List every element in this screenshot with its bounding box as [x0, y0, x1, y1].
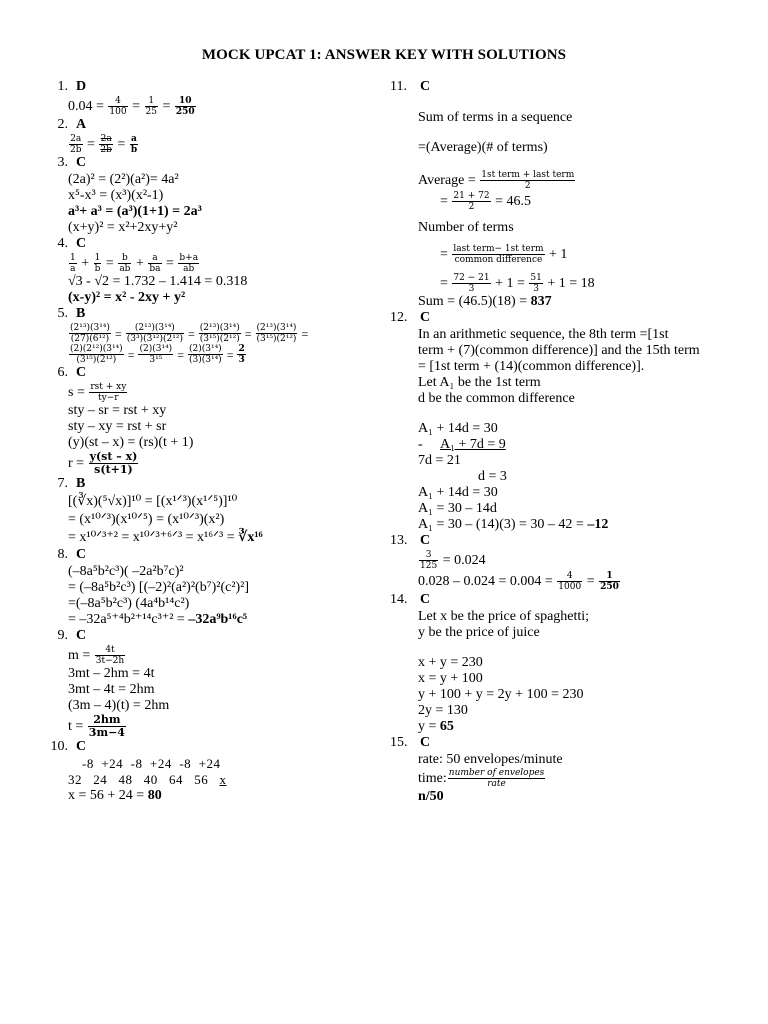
text: 0.04 =	[68, 98, 108, 114]
denominator: (3¹⁵)(2¹²)	[256, 334, 297, 344]
denominator: 250	[175, 107, 195, 117]
denominator: 2	[524, 181, 531, 191]
answer-letter: C	[76, 236, 87, 251]
solution-line: x + y = 230	[418, 655, 483, 670]
numerator: last term− 1st term	[453, 244, 544, 254]
numerator: 1	[599, 571, 620, 582]
solution-line: (x+y)² = x²+2xy+y²	[68, 220, 178, 235]
text: x	[219, 772, 227, 787]
page-title: MOCK UPCAT 1: ANSWER KEY WITH SOLUTIONS	[201, 47, 567, 63]
numerator: 4	[557, 571, 582, 582]
question-number: 7.	[57, 476, 68, 491]
fraction	[130, 134, 138, 155]
solution-line	[390, 550, 740, 571]
solution-line: A₁ = 30 – 14d	[418, 501, 497, 516]
denominator: 1000	[558, 582, 582, 592]
denominator: 2b	[70, 145, 82, 155]
solution-line	[40, 529, 380, 547]
solution-line	[390, 170, 740, 191]
solution-line	[390, 273, 740, 294]
numerator: 1	[94, 253, 101, 263]
solution-line	[40, 382, 380, 403]
text: + 1	[545, 246, 568, 262]
fraction	[448, 768, 546, 789]
numerator: 1	[145, 96, 158, 107]
solution-line: =(Average)(# of terms)	[418, 140, 548, 155]
denominator: ab	[183, 264, 195, 274]
text: y =	[418, 719, 440, 734]
text: m =	[68, 647, 94, 663]
question-number: 12.	[390, 310, 408, 325]
text: –32a⁹b¹⁶c⁵	[188, 612, 248, 627]
question-13	[390, 533, 740, 592]
solution-line: (–8a⁵b²c³)( –2a²b⁷c)²	[68, 564, 184, 579]
text: Sum = (46.5)(18) =	[418, 294, 531, 309]
solution-line: x = y + 100	[418, 671, 483, 686]
numerator: (2¹³)(3¹⁴)	[126, 323, 184, 334]
question-number: 6.	[57, 365, 68, 380]
text: =	[174, 347, 187, 362]
solution-line: In an arithmetic sequence, the 8th term =[1st	[418, 327, 669, 342]
question-5	[40, 306, 380, 365]
solution-line	[40, 788, 380, 804]
fraction	[88, 714, 126, 739]
text: time:	[418, 770, 447, 786]
numerator: 3	[419, 550, 438, 561]
question-number: 9.	[57, 628, 68, 643]
question-1	[40, 79, 380, 117]
solution-line: 2y = 130	[418, 703, 468, 718]
text: 0.028 – 0.024 = 0.004 =	[418, 573, 557, 589]
numerator: 21 + 72	[453, 191, 490, 201]
numerator: (2)(3¹⁴)	[139, 344, 173, 354]
question-number: 15.	[390, 735, 408, 750]
solution-line: = (x¹⁰ᐟ³)(x¹⁰ᐟ⁵) = (x¹⁰ᐟ³)(x²)	[68, 512, 225, 527]
numerator: 2a	[100, 134, 112, 144]
solution-line: sty – sr = rst + xy	[68, 403, 167, 418]
solution-line: = (–8a⁵b²c³) [(–2)²(a²)²(b⁷)²(c²)²]	[68, 580, 250, 595]
question-2	[40, 117, 380, 155]
question-11	[390, 79, 740, 310]
numerator: number of envelopes	[448, 768, 545, 778]
solution-line: d = 3	[478, 469, 507, 484]
text: =	[83, 136, 99, 152]
text: 80	[147, 788, 162, 803]
denominator: (27)(6¹²)	[70, 334, 110, 344]
denominator: 3t−2h	[95, 656, 125, 666]
question-number: 10.	[50, 739, 68, 754]
answer-letter: C	[76, 365, 87, 380]
text: =	[124, 347, 138, 362]
answer-letter: D	[76, 79, 87, 94]
solution-line: (2a)² = (2²)(a²)= 4a²	[68, 172, 179, 187]
denominator: 3¹⁵	[149, 355, 163, 365]
text: x = 56 + 24 =	[68, 788, 148, 803]
fraction	[69, 253, 77, 274]
solution-line: A₁ + 14d = 30	[418, 485, 498, 500]
question-number: 2.	[57, 117, 68, 132]
denominator: b	[130, 145, 138, 155]
numerator: 2hm	[88, 714, 126, 727]
text: =	[158, 98, 174, 114]
denominator: b	[94, 264, 101, 274]
text: + 1 =	[491, 275, 529, 291]
text: 837	[530, 294, 552, 309]
text: =	[298, 326, 312, 341]
solution-line: [(∛x)(⁵√x)]¹⁰ = [(x¹ᐟ³)(x¹ᐟ⁵)]¹⁰	[68, 494, 238, 509]
solution-line	[390, 719, 740, 735]
solution-line	[390, 768, 740, 789]
fraction	[452, 244, 544, 265]
fraction	[480, 170, 575, 191]
solution-line	[40, 134, 380, 155]
solution-line	[40, 96, 380, 117]
sequence-differences: -8 +24 -8 +24 -8 +24	[82, 756, 221, 771]
text: –12	[587, 517, 609, 532]
fraction	[256, 323, 298, 344]
denominator: 2b	[100, 145, 112, 155]
solution-line	[40, 323, 380, 344]
denominator: 100	[109, 107, 127, 117]
text: =	[111, 326, 125, 341]
numerator: (2)(3¹⁴)	[188, 344, 222, 354]
solution-line	[390, 244, 740, 265]
solution-line: Let x be the price of spaghetti;	[418, 609, 590, 624]
solution-line: (x-y)² = x² - 2xy + y²	[68, 290, 186, 305]
numerator: rst + xy	[90, 382, 127, 392]
question-7	[40, 476, 380, 547]
question-number: 5.	[57, 306, 68, 321]
question-number: 4.	[57, 236, 68, 251]
answer-letter: C	[76, 739, 87, 754]
denominator: ty−r	[98, 393, 119, 403]
question-10	[40, 739, 380, 804]
denominator: (3)(3¹⁴)	[188, 355, 222, 365]
fraction	[118, 253, 131, 274]
solution-line: (y)(st – x) = (rs)(t + 1)	[68, 435, 194, 450]
fraction	[69, 323, 111, 344]
fraction	[452, 273, 490, 294]
solution-line: = [1st term + (14)(common difference)].	[418, 359, 645, 374]
solution-line: 3mt – 4t = 2hm	[68, 682, 155, 697]
solution-line	[40, 451, 380, 476]
text: = –32a⁵⁺⁴b²⁺¹⁴c³⁺² =	[68, 612, 189, 627]
text: =	[440, 275, 452, 291]
answer-letter: B	[76, 476, 86, 491]
solution-line	[40, 645, 380, 666]
denominator: 3m−4	[88, 726, 125, 739]
solution-line	[390, 571, 740, 592]
text: =	[128, 98, 144, 114]
numerator: 72 − 21	[453, 273, 490, 283]
text: +	[77, 255, 93, 271]
numerator: (2)(2¹²)(3¹⁴)	[70, 344, 123, 354]
text: Average =	[418, 172, 480, 188]
denominator: (3¹⁵)(2¹²)	[199, 334, 240, 344]
answer-letter: B	[76, 306, 86, 321]
answer-letter: C	[76, 547, 87, 562]
text: r =	[68, 455, 88, 471]
numerator: b	[118, 253, 131, 264]
answer-letter: C	[76, 628, 87, 643]
text: =	[223, 347, 237, 362]
fraction	[138, 344, 173, 365]
numerator: 10	[175, 96, 196, 107]
denominator: 3	[238, 355, 245, 365]
text: = 0.024	[439, 552, 486, 568]
left-column	[40, 79, 380, 804]
solution-line: A₁ + 14d = 30	[418, 421, 498, 436]
answer-letter: C	[420, 735, 431, 750]
denominator: ab	[119, 264, 131, 274]
fraction	[188, 344, 223, 365]
numerator: 1st term + last term	[481, 170, 575, 180]
solution-line	[40, 344, 380, 365]
fraction	[99, 134, 113, 155]
solution-line: x⁵-x³ = (x³)(x²-1)	[68, 188, 164, 203]
solution-line	[390, 437, 740, 453]
solution-line	[390, 294, 740, 310]
denominator: 3	[468, 284, 475, 294]
solution-line: =(–8a⁵b²c³) (4a⁴b¹⁴c²)	[68, 596, 190, 611]
denominator: (3¹⁵)(2¹²)	[76, 355, 117, 365]
denominator: common difference	[454, 255, 543, 265]
right-column	[390, 79, 740, 805]
fraction	[199, 323, 241, 344]
solution-line: Let A₁ be the 1st term	[418, 375, 541, 390]
denominator: 250	[600, 582, 619, 592]
fraction	[175, 96, 196, 117]
text: =	[102, 255, 118, 271]
question-9	[40, 628, 380, 739]
solution-line	[40, 612, 380, 628]
fraction	[94, 253, 102, 274]
numerator: 2	[238, 344, 245, 354]
text: =	[440, 246, 452, 262]
solution-line	[40, 253, 380, 274]
solution-line: √3 - √2 = 1.732 – 1.414 = 0.318	[68, 274, 248, 289]
text: =	[583, 573, 599, 589]
solution-line: Sum of terms in a sequence	[418, 110, 573, 125]
denominator: (3³)(3¹²)(2¹²)	[126, 334, 184, 344]
numerator: (2¹³)(3¹⁴)	[70, 323, 110, 333]
answer-letter: C	[76, 155, 87, 170]
denominator: 25	[145, 107, 157, 117]
text: s =	[68, 384, 89, 400]
fraction	[529, 273, 542, 294]
solution-line: y be the price of juice	[418, 625, 540, 640]
question-12	[390, 310, 740, 533]
question-number: 8.	[57, 547, 68, 562]
fraction	[237, 344, 245, 365]
fraction	[178, 253, 199, 274]
question-number: 13.	[390, 533, 408, 548]
fraction	[452, 191, 490, 212]
fraction	[148, 253, 161, 274]
text: =	[241, 326, 255, 341]
text: =	[440, 193, 452, 209]
numerator: b+a	[179, 253, 199, 263]
numerator: 1	[70, 253, 76, 263]
solution-line: (3m – 4)(t) = 2hm	[68, 698, 170, 713]
question-number: 11.	[390, 79, 407, 94]
text: = x¹⁰ᐟ³⁺² = x¹⁰ᐟ³⁺⁶ᐟ³ = x¹⁶ᐟ³ =	[68, 530, 239, 545]
text: -	[418, 437, 423, 452]
text: =	[113, 136, 129, 152]
numerator: a	[148, 253, 161, 264]
question-number: 3.	[57, 155, 68, 170]
text: +	[132, 255, 148, 271]
numerator: 51	[530, 273, 542, 283]
sequence-terms	[40, 772, 380, 788]
fraction	[69, 344, 124, 365]
text: ∛x¹⁶	[238, 530, 263, 545]
text: =	[185, 326, 198, 341]
fraction	[69, 134, 83, 155]
denominator: rate	[487, 779, 506, 789]
solution-line: n/50	[418, 789, 444, 804]
denominator: 2	[468, 202, 475, 212]
solution-line: d be the common difference	[418, 391, 575, 406]
fraction	[89, 382, 127, 403]
fraction	[95, 645, 125, 666]
question-8	[40, 547, 380, 628]
answer-letter: C	[420, 592, 431, 607]
solution-line: y + 100 + y = 2y + 100 = 230	[418, 687, 584, 702]
numerator: 2a	[70, 134, 82, 144]
question-4	[40, 236, 380, 306]
question-14	[390, 592, 740, 735]
fraction	[126, 323, 184, 344]
text: t =	[68, 718, 87, 734]
solution-line: term + (7)(common difference)] and the 15th term	[418, 343, 700, 358]
numerator: (2¹³)(3¹⁴)	[199, 323, 240, 333]
solution-line: 3mt – 2hm = 4t	[68, 666, 155, 681]
solution-line: Number of terms	[418, 220, 514, 235]
denominator: ba	[149, 264, 161, 274]
solution-line	[40, 714, 380, 739]
solution-line	[390, 517, 740, 533]
text: + 1 = 18	[543, 275, 595, 291]
question-number: 14.	[390, 592, 408, 607]
answer-letter: A	[76, 117, 87, 132]
denominator: 3	[533, 284, 539, 294]
fraction	[419, 550, 438, 571]
denominator: s(t+1)	[94, 463, 133, 476]
numerator: a	[131, 134, 137, 144]
fraction	[89, 451, 139, 476]
fraction	[145, 96, 158, 117]
answer-letter: C	[420, 79, 431, 94]
numerator: 4	[108, 96, 127, 107]
text: 65	[439, 719, 454, 734]
solution-line: 7d = 21	[418, 453, 461, 468]
answer-letter: C	[420, 533, 431, 548]
fraction	[599, 571, 620, 592]
numerator: y(st – x)	[89, 450, 138, 463]
fraction	[557, 571, 582, 592]
question-number: 1.	[57, 79, 68, 94]
answer-letter: C	[420, 310, 431, 325]
solution-line: sty – xy = rst + sr	[68, 419, 167, 434]
question-15	[390, 735, 740, 805]
fraction	[108, 96, 127, 117]
denominator: a	[70, 264, 76, 274]
solution-line	[390, 191, 740, 212]
text: 32 24 48 40 64 56	[68, 772, 220, 787]
question-3	[40, 155, 380, 236]
numerator: (2¹³)(3¹⁴)	[256, 323, 297, 333]
solution-line: a³+ a³ = (a³)(1+1) = 2a³	[68, 204, 202, 219]
denominator: 125	[420, 561, 438, 571]
text: A₁ = 30 – (14)(3) = 30 – 42 =	[418, 517, 588, 532]
text: = 46.5	[491, 193, 531, 209]
solution-line: rate: 50 envelopes/minute	[418, 752, 563, 767]
numerator: 4t	[95, 645, 125, 656]
text: A₁ + 7d = 9	[440, 437, 506, 452]
question-6	[40, 365, 380, 476]
text: =	[162, 255, 178, 271]
